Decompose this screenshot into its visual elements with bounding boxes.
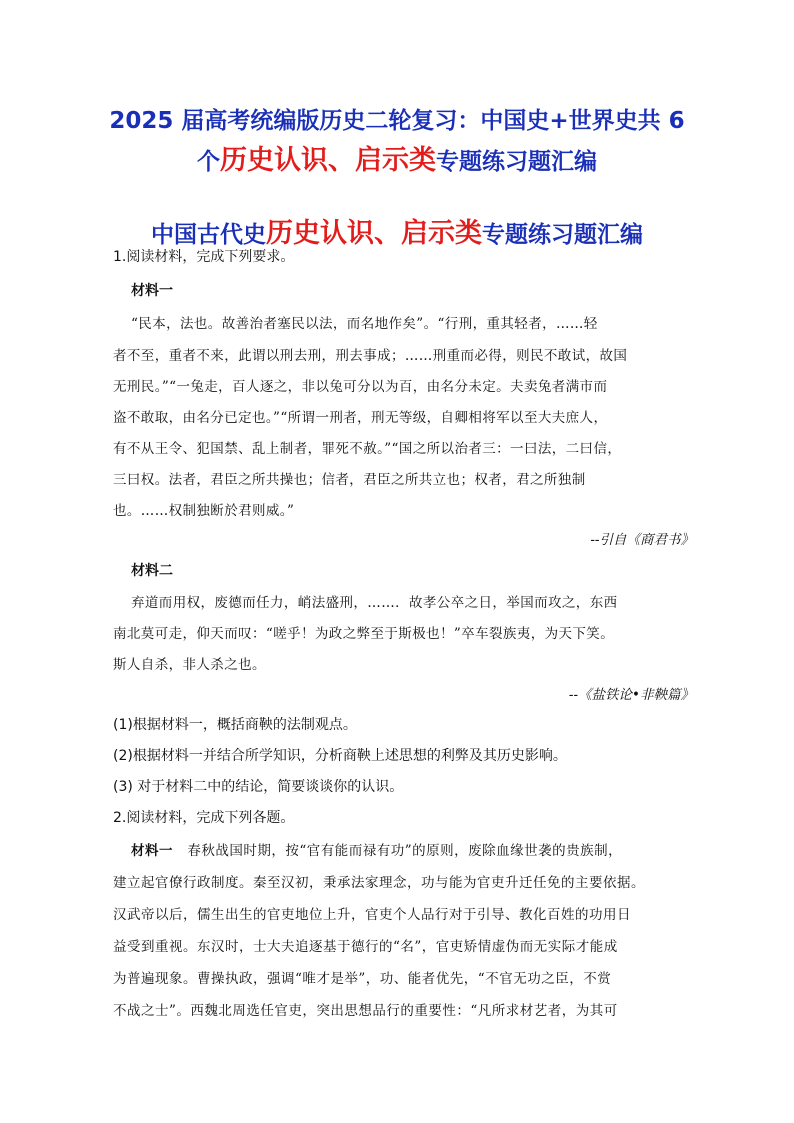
q1-m2-line: 弃道而用权，废德而任力，峭法盛刑，……．故孝公卒之日，举国而攻之，东西: [131, 595, 618, 611]
q2-m1-first-line: [131, 839, 708, 859]
q1-m1-line: 无刑民。”“一兔走，百人逐之，非以兔可分以为百，由名分未定。夫卖兔者满市而: [113, 379, 608, 395]
section-text-pre: 中国古代史: [151, 222, 266, 248]
document-title-line2: [0, 138, 794, 177]
q2-material-1-label: 材料一: [131, 843, 173, 859]
section-highlight: 历史认识、启示类: [266, 218, 482, 249]
q1-subquestion-2: (2)根据材料一并结合所学知识，分析商鞅上述思想的利弊及其历史影响。: [113, 748, 567, 764]
q2-m1-line: 建立起官僚行政制度。秦至汉初，秉承法家理念，功与能为官吏升迁任免的主要依据。: [113, 875, 645, 891]
section-heading: [0, 211, 794, 250]
q2-m1-line: 汉武帝以后，儒生出生的官吏地位上升，官吏个人品行对于引导、教化百姓的功用日: [113, 907, 631, 923]
title-text-post: 专题练习题汇编: [436, 149, 597, 175]
question-1-stem: 1.阅读材料，完成下列要求。: [113, 249, 295, 265]
title-text: 2025 届高考统编版历史二轮复习：中国史+世界史共 6: [109, 108, 685, 134]
question-2-stem: 2.阅读材料，完成下列各题。: [113, 810, 295, 826]
q1-m1-line: “民本，法也。故善治者塞民以法，而名地作矣”。“行刑，重其轻者，……轻: [131, 316, 598, 332]
q1-m2-line: 斯人自杀，非人杀之也。: [113, 657, 266, 673]
q2-m1-line: 益受到重视。东汉时，士大夫追逐基于德行的“名”，官吏矫情虚伪而无实际才能成: [113, 939, 618, 955]
q1-material-2-label: 材料二: [131, 563, 173, 579]
title-text-pre: 个: [197, 149, 220, 175]
q2-m1-line: 不战之士”。西魏北周选任官吏，突出思想品行的重要性：“凡所求材艺者，为其可: [113, 1003, 618, 1019]
title-highlight: 历史认识、启示类: [220, 145, 436, 176]
document-title-line1: [0, 102, 794, 135]
q1-m1-line: 三曰权。法者，君臣之所共操也；信者，君臣之所共立也；权者，君之所独制: [113, 472, 586, 488]
q1-m1-line: 也。……权制独断於君则威。”: [113, 503, 295, 519]
q1-m1-line: 者不至，重者不来，此谓以刑去刑，刑去事成；……刑重而必得，则民不敢试，故国: [113, 348, 628, 364]
q1-m2-source: --《盐铁论•非鞅篇》: [568, 687, 694, 703]
q1-m1-source: --引自《商君书》: [590, 532, 694, 548]
q1-material-1-label: 材料一: [131, 283, 173, 299]
q1-subquestion-3: (3) 对于材料二中的结论，简要谈谈你的认识。: [113, 779, 404, 795]
q1-subquestion-1: (1)根据材料一，概括商鞅的法制观点。: [113, 717, 357, 733]
q1-m1-line: 有不从王令、犯国禁、乱上制者，罪死不赦。”“国之所以治者三：一曰法，二曰信，: [113, 441, 622, 457]
q1-m1-line: 盗不敢取，由名分已定也。”“所谓一刑者，刑无等级，自卿相将军以至大夫庶人，: [113, 410, 608, 426]
q2-m1-line: 为普遍现象。曹操执政，强调“唯才是举”，功、能者优先，“不官无功之臣，不赏: [113, 971, 612, 987]
q2-m1-text: 春秋战国时期，按“官有能而禄有功”的原则，废除血缘世袭的贵族制，: [187, 843, 623, 859]
section-text-post: 专题练习题汇编: [482, 222, 643, 248]
q1-m2-line: 南北莫可走，仰天而叹：“嗟乎！为政之弊至于斯极也！”卒车裂族夷，为天下笑。: [113, 626, 615, 642]
